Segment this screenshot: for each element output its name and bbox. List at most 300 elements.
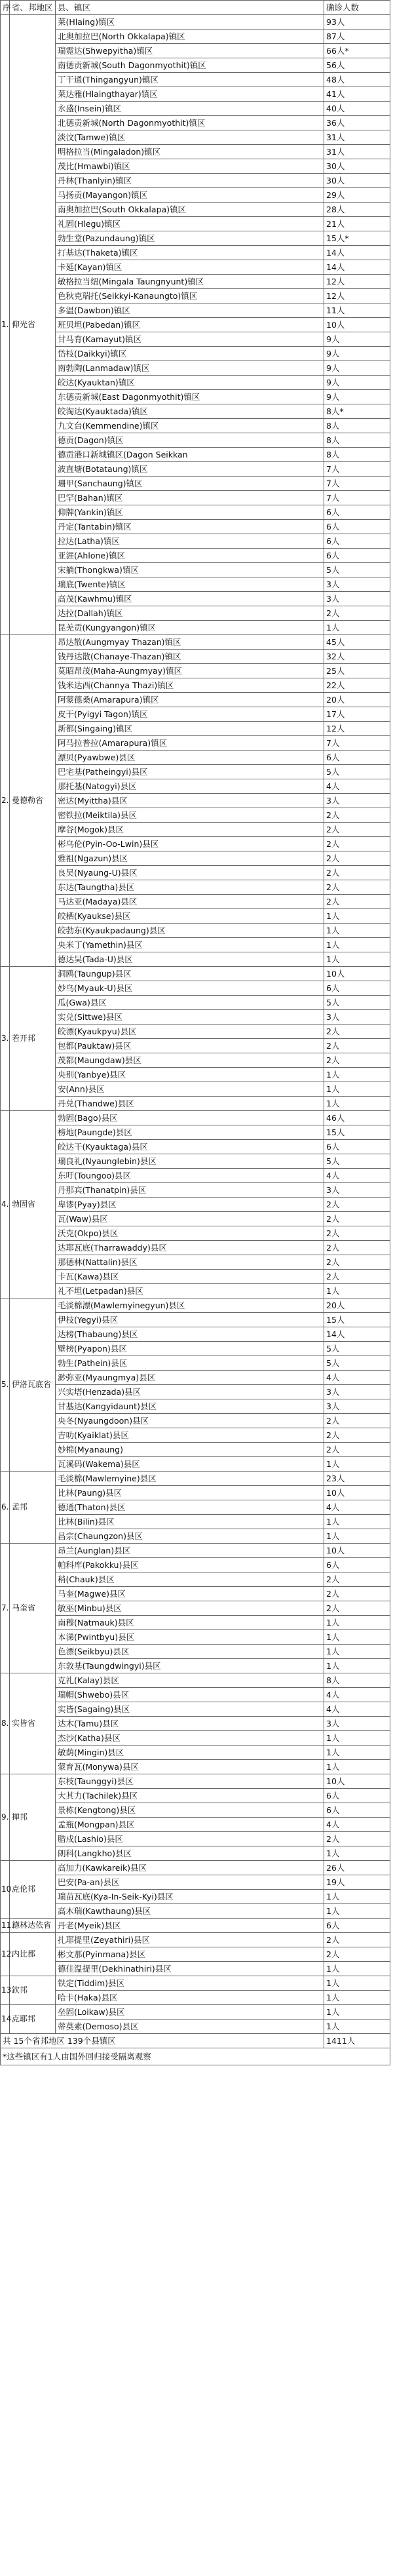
table-row <box>1 1025 390 1039</box>
table-row <box>1 289 390 303</box>
township-name: 皎达(Kyauktan)镇区 <box>56 376 324 390</box>
table-row <box>1 1154 390 1169</box>
region-name: 马奎省 <box>10 1544 56 1673</box>
case-count: 7人 <box>324 736 390 751</box>
table-body <box>1 15 390 2034</box>
table-row <box>1 779 390 794</box>
township-name: 瑞苗瓦底(Kya-In-Seik-Kyi)县区 <box>56 1890 324 1904</box>
township-name: 瑞霓达(Shwepyitha)镇区 <box>56 44 324 58</box>
case-count: 6人 <box>324 1789 390 1803</box>
township-name: 巴罕(Bahan)镇区 <box>56 491 324 505</box>
table-row <box>1 794 390 808</box>
case-count: 3人 <box>324 1183 390 1198</box>
table-row <box>1 1659 390 1673</box>
case-count: 4人 <box>324 1818 390 1832</box>
region-name: 勃固省 <box>10 1111 56 1298</box>
region-name: 内比都 <box>10 1933 56 1976</box>
table-row <box>1 203 390 217</box>
case-count: 1人 <box>324 1731 390 1746</box>
case-count: 6人 <box>324 549 390 563</box>
case-count: 2人 <box>324 1428 390 1443</box>
township-name: 马扬贡(Mayangon)镇区 <box>56 188 324 203</box>
region-name: 伊洛瓦底省 <box>10 1298 56 1472</box>
township-name: 彬文那(Pyinmana)县区 <box>56 1947 324 1962</box>
township-name: 安(Ann)县区 <box>56 1082 324 1097</box>
township-name: 德贡(Dagon)镇区 <box>56 433 324 448</box>
township-name: 瑞帽(Shwebo)县区 <box>56 1688 324 1702</box>
header-no: 序 <box>1 1 10 15</box>
case-count: 8人 <box>324 433 390 448</box>
township-name: 皎漂(Kyaukpyu)县区 <box>56 1025 324 1039</box>
table-row <box>1 361 390 376</box>
case-count: 3人 <box>324 794 390 808</box>
township-name: 密铁拉(Meiktila)县区 <box>56 808 324 823</box>
township-name: 伊枝(Yegyi)县区 <box>56 1313 324 1327</box>
township-name: 钱米达西(Channya Thazi)镇区 <box>56 678 324 693</box>
table-row <box>1 491 390 505</box>
case-count: 10人 <box>324 1774 390 1789</box>
case-count: 5人 <box>324 765 390 779</box>
case-count: 1人 <box>324 1991 390 2005</box>
header-region: 省、邦地区 <box>10 1 56 15</box>
case-count: 2人 <box>324 1414 390 1428</box>
table-row <box>1 1616 390 1630</box>
township-name: 朗科(Langkho)县区 <box>56 1846 324 1861</box>
township-name: 钱丹达散(Chanaye-Thazan)镇区 <box>56 650 324 664</box>
table-row <box>1 1890 390 1904</box>
township-name: 高木瑞(Kawthaung)县区 <box>56 1904 324 1919</box>
township-name: 实兑(Sittwe)县区 <box>56 1010 324 1025</box>
group-number: 10. <box>1 1861 10 1919</box>
table-row <box>1 981 390 996</box>
table-row <box>1 751 390 765</box>
township-name: 淡汶(Tamwe)镇区 <box>56 130 324 145</box>
case-count: 87人 <box>324 29 390 44</box>
table-row <box>1 1875 390 1890</box>
table-row <box>1 1846 390 1861</box>
case-count: 8人* <box>324 404 390 419</box>
region-name: 克伦邦 <box>10 1861 56 1919</box>
township-name: 丹那宾(Thanatpin)县区 <box>56 1183 324 1198</box>
township-name: 高茂(Kawhmu)镇区 <box>56 592 324 606</box>
case-count: 2人 <box>324 866 390 880</box>
township-name: 摩谷(Mogok)县区 <box>56 823 324 837</box>
township-name: 那德林(Nattalin)县区 <box>56 1255 324 1270</box>
township-name: 巴宅基(Patheingyi)县区 <box>56 765 324 779</box>
table-row <box>1 1414 390 1428</box>
township-name: 克礼(Kalay)县区 <box>56 1673 324 1688</box>
case-count: 12人 <box>324 275 390 289</box>
case-count: 4人 <box>324 1371 390 1385</box>
case-count: 2人 <box>324 1039 390 1053</box>
township-name: 丹老(Myeik)县区 <box>56 1919 324 1933</box>
table-row <box>1 938 390 952</box>
table-row <box>1 102 390 116</box>
table-row <box>1 1169 390 1183</box>
case-count: 2人 <box>324 1832 390 1846</box>
table-row <box>1 318 390 332</box>
township-name: 九文台(Kemmendine)镇区 <box>56 419 324 433</box>
township-name: 吉叻(Kyaiklat)县区 <box>56 1428 324 1443</box>
table-row <box>1 1140 390 1154</box>
case-count: 3人 <box>324 592 390 606</box>
table-row <box>1 1428 390 1443</box>
total-count: 1411人 <box>324 2034 390 2048</box>
table-row <box>1 967 390 981</box>
table-row <box>1 1976 390 1991</box>
table-row <box>1 1601 390 1616</box>
case-count: 2人 <box>324 1933 390 1947</box>
table-row <box>1 1789 390 1803</box>
case-count: 2人 <box>324 808 390 823</box>
case-count: 2人 <box>324 606 390 621</box>
township-name: 妙棉(Myanaung) <box>56 1443 324 1457</box>
case-count: 2人 <box>324 1601 390 1616</box>
case-count: 14人 <box>324 246 390 260</box>
case-count: 5人 <box>324 1154 390 1169</box>
case-count: 6人 <box>324 1140 390 1154</box>
case-count: 1人 <box>324 1890 390 1904</box>
case-count: 3人 <box>324 1010 390 1025</box>
case-count: 20人 <box>324 693 390 707</box>
township-name: 色漂(Seikbyu)县区 <box>56 1645 324 1659</box>
table-row <box>1 577 390 592</box>
township-name: 马达亚(Madaya)县区 <box>56 895 324 909</box>
case-count: 2人 <box>324 1053 390 1068</box>
table-row <box>1 1039 390 1053</box>
case-count: 6人 <box>324 1919 390 1933</box>
table-row <box>1 592 390 606</box>
group-number: 14. <box>1 2005 10 2034</box>
township-name: 北德贡新城(North Dagonmyothit)镇区 <box>56 116 324 130</box>
table-row <box>1 1746 390 1760</box>
region-name: 若开邦 <box>10 967 56 1111</box>
table-row <box>1 1832 390 1846</box>
township-name: 东吁(Toungoo)县区 <box>56 1169 324 1183</box>
case-count: 17人 <box>324 707 390 722</box>
case-count: 6人 <box>324 534 390 549</box>
township-name: 渺弥亚(Myaungmya)县区 <box>56 1371 324 1385</box>
case-count: 6人 <box>324 1558 390 1572</box>
table-row <box>1 1760 390 1774</box>
case-count: 2人 <box>324 1947 390 1962</box>
table-row <box>1 1861 390 1875</box>
case-count: 1人 <box>324 1097 390 1111</box>
table-row <box>1 837 390 851</box>
township-name: 沃克(Okpo)县区 <box>56 1226 324 1241</box>
township-name: 铁定(Tiddim)县区 <box>56 1976 324 1991</box>
case-count: 1人 <box>324 1659 390 1673</box>
table-row <box>1 1385 390 1399</box>
group-number: 5. <box>1 1298 10 1472</box>
case-count: 10人 <box>324 967 390 981</box>
case-count: 1人 <box>324 1457 390 1472</box>
case-count: 41人 <box>324 87 390 102</box>
township-name: 漂贝(Pyawbwe)县区 <box>56 751 324 765</box>
case-count: 6人 <box>324 981 390 996</box>
case-count: 6人 <box>324 751 390 765</box>
case-count: 45人 <box>324 635 390 650</box>
township-name: 大其力(Tachilek)县区 <box>56 1789 324 1803</box>
case-count: 2人 <box>324 1587 390 1601</box>
case-count: 25人 <box>324 664 390 678</box>
township-name: 永盛(Insein)镇区 <box>56 102 324 116</box>
table-row <box>1 1270 390 1284</box>
table-row <box>1 1472 390 1486</box>
table-header-row <box>1 1 390 15</box>
township-name: 南奥加拉巴(South Okkalapa)镇区 <box>56 203 324 217</box>
case-count: 9人 <box>324 361 390 376</box>
table-row <box>1 462 390 477</box>
township-name: 德通(Thaton)县区 <box>56 1500 324 1515</box>
township-name: 卡延(Kayan)镇区 <box>56 260 324 275</box>
region-name: 德林达依省 <box>10 1919 56 1933</box>
region-name: 曼德勒省 <box>10 635 56 967</box>
case-count: 1人 <box>324 1760 390 1774</box>
region-name: 仰光省 <box>10 15 56 635</box>
township-name: 东达(Taungtha)县区 <box>56 880 324 895</box>
table-row <box>1 1183 390 1198</box>
township-name: 瓜(Gwa)县区 <box>56 996 324 1010</box>
case-count: 2人 <box>324 837 390 851</box>
township-name: 雅祖(Ngazun)县区 <box>56 851 324 866</box>
footnote: *这些镇区有1人由国外回归接受隔离观察 <box>1 2048 390 2065</box>
table-row <box>1 549 390 563</box>
township-name: 那托基(Natogyi)县区 <box>56 779 324 794</box>
case-count: 12人 <box>324 289 390 303</box>
group-number: 13. <box>1 1976 10 2005</box>
table-row <box>1 823 390 837</box>
case-count: 4人 <box>324 1702 390 1717</box>
group-number: 3. <box>1 967 10 1111</box>
township-name: 央冬(Nyaungdoon)县区 <box>56 1414 324 1428</box>
table-row <box>1 678 390 693</box>
table-row <box>1 347 390 361</box>
table-row <box>1 1371 390 1385</box>
case-count: 1人 <box>324 938 390 952</box>
case-count: 3人 <box>324 1385 390 1399</box>
table-row <box>1 606 390 621</box>
table-row <box>1 505 390 520</box>
township-name: 壁榜(Pyapon)县区 <box>56 1342 324 1356</box>
table-row <box>1 1327 390 1342</box>
table-row <box>1 2020 390 2034</box>
township-name: 瓦溪码(Wakema)县区 <box>56 1457 324 1472</box>
township-name: 帕科库(Pakokku)县区 <box>56 1558 324 1572</box>
table-row <box>1 1774 390 1789</box>
table-row <box>1 1298 390 1313</box>
table-row <box>1 1558 390 1572</box>
case-count: 11人 <box>324 303 390 318</box>
case-count: 46人 <box>324 1111 390 1125</box>
table-row <box>1 1500 390 1515</box>
case-count: 9人 <box>324 390 390 404</box>
table-row <box>1 1356 390 1371</box>
case-count: 2人 <box>324 1226 390 1241</box>
case-count: 15人 <box>324 1313 390 1327</box>
table-row <box>1 1544 390 1558</box>
table-row <box>1 1688 390 1702</box>
table-row <box>1 693 390 707</box>
township-name: 敏巫(Minbu)县区 <box>56 1601 324 1616</box>
table-row <box>1 1198 390 1212</box>
table-row <box>1 1125 390 1140</box>
township-name: 昌宗(Chaungzon)县区 <box>56 1529 324 1544</box>
case-count: 23人 <box>324 1472 390 1486</box>
table-row <box>1 217 390 231</box>
table-row <box>1 1082 390 1097</box>
header-count: 确诊人数 <box>324 1 390 15</box>
case-count: 1人 <box>324 1284 390 1298</box>
township-name: 丹林(Thanlyin)镇区 <box>56 174 324 188</box>
case-count: 1人 <box>324 621 390 635</box>
case-count: 14人 <box>324 260 390 275</box>
table-row <box>1 722 390 736</box>
case-count: 14人 <box>324 1327 390 1342</box>
case-count: 21人 <box>324 217 390 231</box>
township-name: 东德贡新城(East Dagonmyothit)镇区 <box>56 390 324 404</box>
township-name: 卑谬(Pyay)县区 <box>56 1198 324 1212</box>
table-row <box>1 15 390 29</box>
township-name: 甘马育(Kamayut)镇区 <box>56 332 324 347</box>
township-name: 妙乌(Myauk-U)县区 <box>56 981 324 996</box>
township-name: 扎耶提里(Zeyathiri)县区 <box>56 1933 324 1947</box>
case-count: 40人 <box>324 102 390 116</box>
table-row <box>1 1399 390 1414</box>
table-row <box>1 924 390 938</box>
case-count: 26人 <box>324 1861 390 1875</box>
table-row <box>1 130 390 145</box>
group-number: 2. <box>1 635 10 967</box>
case-count: 1人 <box>324 2020 390 2034</box>
table-row <box>1 664 390 678</box>
township-name: 蒙育瓦(Monywa)县区 <box>56 1760 324 1774</box>
township-name: 昂达散(Aungmyay Thazan)镇区 <box>56 635 324 650</box>
township-name: 莫昭昂茂(Maha-Aungmyay)镇区 <box>56 664 324 678</box>
case-count: 4人 <box>324 1169 390 1183</box>
table-row <box>1 1947 390 1962</box>
table-row <box>1 1645 390 1659</box>
township-name: 多温(Dawbon)镇区 <box>56 303 324 318</box>
township-name: 南勃陶(Lanmadaw)镇区 <box>56 361 324 376</box>
table-row <box>1 1991 390 2005</box>
township-name: 本涕(Pwintbyu)县区 <box>56 1630 324 1645</box>
case-count: 1人 <box>324 1904 390 1919</box>
case-count: 31人 <box>324 130 390 145</box>
table-row <box>1 851 390 866</box>
table-row <box>1 231 390 246</box>
table-row <box>1 1457 390 1472</box>
case-count: 1人 <box>324 1515 390 1529</box>
case-count: 1人 <box>324 1529 390 1544</box>
case-count: 22人 <box>324 678 390 693</box>
region-name: 掸邦 <box>10 1774 56 1861</box>
case-count: 8人 <box>324 1673 390 1688</box>
township-name: 拉达(Latha)镇区 <box>56 534 324 549</box>
case-count: 1人 <box>324 1082 390 1097</box>
township-name: 洞鸥(Taungup)县区 <box>56 967 324 981</box>
case-count: 9人 <box>324 332 390 347</box>
table-row <box>1 1587 390 1601</box>
township-name: 腊戍(Lashio)县区 <box>56 1832 324 1846</box>
township-name: 央别(Yanbye)县区 <box>56 1068 324 1082</box>
case-count: 7人 <box>324 491 390 505</box>
township-name: 皎勃东(Kyaukpadaung)县区 <box>56 924 324 938</box>
table-row <box>1 1342 390 1356</box>
township-name: 东敦基(Taungdwingyi)县区 <box>56 1659 324 1673</box>
township-name: 丹兑(Thandwe)县区 <box>56 1097 324 1111</box>
case-count: 2人 <box>324 1198 390 1212</box>
table-row <box>1 952 390 967</box>
case-count: 6人 <box>324 1803 390 1818</box>
case-count: 9人 <box>324 376 390 390</box>
table-row <box>1 1731 390 1746</box>
township-name: 亚涯(Ahlone)镇区 <box>56 549 324 563</box>
township-name: 达耶瓦底(Tharrawaddy)县区 <box>56 1241 324 1255</box>
case-count: 2人 <box>324 895 390 909</box>
township-name: 德佳温提里(Dekhinathiri)县区 <box>56 1962 324 1976</box>
case-count: 10人 <box>324 318 390 332</box>
township-name: 波直塘(Botataung)镇区 <box>56 462 324 477</box>
township-name: 明格拉当(Mingaladon)镇区 <box>56 145 324 159</box>
township-name: 达榜(Thabaung)县区 <box>56 1327 324 1342</box>
table-row <box>1 1010 390 1025</box>
case-count: 10人 <box>324 1486 390 1500</box>
case-count: 30人 <box>324 174 390 188</box>
case-count: 1人 <box>324 1616 390 1630</box>
case-count: 3人 <box>324 1399 390 1414</box>
township-name: 敏荫(Mingin)县区 <box>56 1746 324 1760</box>
township-name: 丁干通(Thingangyun)镇区 <box>56 73 324 87</box>
case-count: 1人 <box>324 2005 390 2020</box>
case-count: 8人 <box>324 448 390 462</box>
township-name: 岱枝(Daikkyi)镇区 <box>56 347 324 361</box>
case-count: 5人 <box>324 996 390 1010</box>
township-name: 丹定(Tantabin)镇区 <box>56 520 324 534</box>
township-name: 皎栖(Kyaukse)县区 <box>56 909 324 924</box>
case-count: 9人 <box>324 347 390 361</box>
table-row <box>1 866 390 880</box>
township-name: 阿马拉普拉(Amarapura)镇区 <box>56 736 324 751</box>
case-count: 1人 <box>324 1976 390 1991</box>
township-name: 密达(Myittha)县区 <box>56 794 324 808</box>
township-name: 皮干(Pyigyi Tagon)镇区 <box>56 707 324 722</box>
township-name: 礼固(Hlegu)镇区 <box>56 217 324 231</box>
table-row <box>1 29 390 44</box>
table-row <box>1 1962 390 1976</box>
table-row <box>1 73 390 87</box>
table-row <box>1 736 390 751</box>
group-number: 4. <box>1 1111 10 1298</box>
case-count: 15人* <box>324 231 390 246</box>
township-name: 毛淡棉漂(Mawlemyinegyun)县区 <box>56 1298 324 1313</box>
table-row <box>1 895 390 909</box>
footnote-row <box>1 2048 390 2065</box>
township-name: 兴实塔(Henzada)县区 <box>56 1385 324 1399</box>
table-row <box>1 448 390 462</box>
township-name: 马奎(Magwe)县区 <box>56 1587 324 1601</box>
group-number: 7. <box>1 1544 10 1673</box>
case-count: 2人 <box>324 1025 390 1039</box>
case-count: 19人 <box>324 1875 390 1890</box>
table-row <box>1 1241 390 1255</box>
township-name: 瓦(Waw)县区 <box>56 1212 324 1226</box>
township-name: 勃固(Bago)县区 <box>56 1111 324 1125</box>
table-row <box>1 1097 390 1111</box>
township-name: 比林(Paung)县区 <box>56 1486 324 1500</box>
case-count: 3人 <box>324 1717 390 1731</box>
table-row <box>1 1630 390 1645</box>
